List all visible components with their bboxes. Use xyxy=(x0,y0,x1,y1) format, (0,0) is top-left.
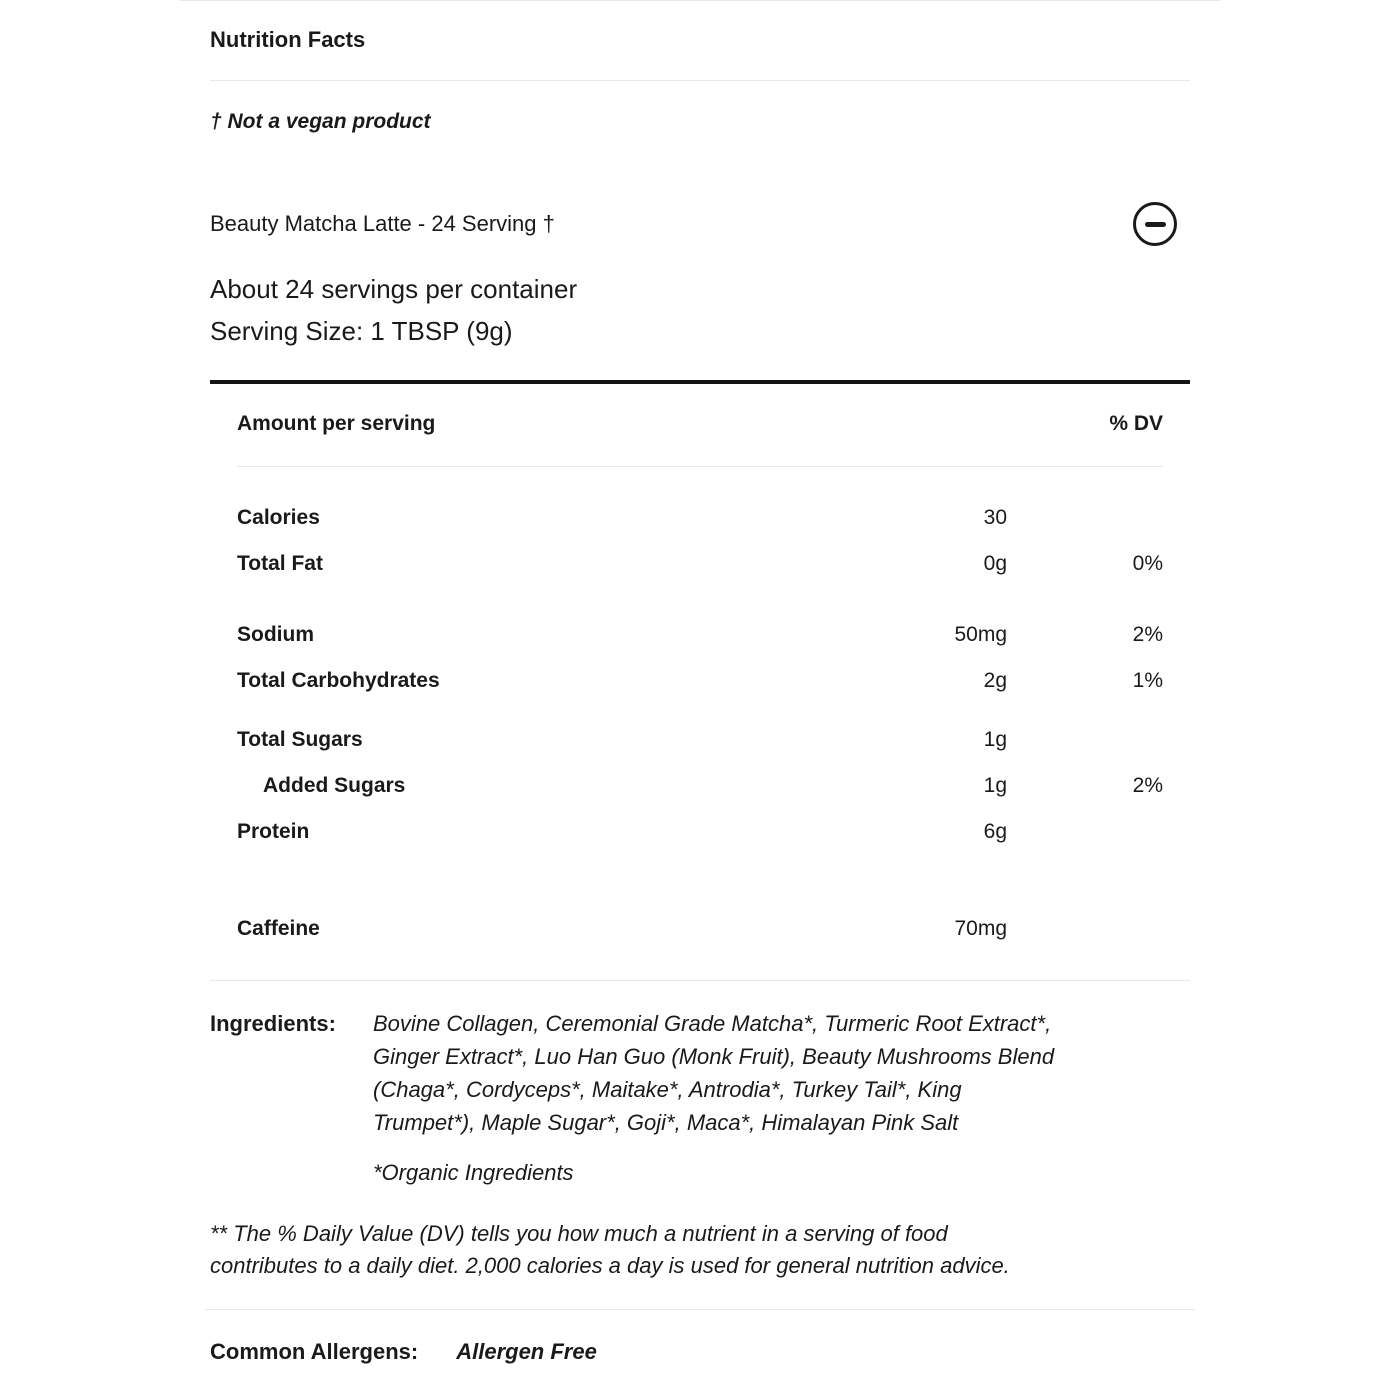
dv-column-label: % DV xyxy=(1109,412,1163,435)
allergens-section xyxy=(180,1336,1220,1368)
row-group-gap xyxy=(237,587,1163,612)
servings-per-container: About 24 servings per container xyxy=(210,274,578,304)
divider xyxy=(210,980,1190,981)
row-amount: 70mg xyxy=(954,917,1007,940)
table-row xyxy=(237,612,1163,658)
row-dv: 2% xyxy=(1132,774,1163,797)
divider xyxy=(210,80,1190,81)
row-label: Total Fat xyxy=(237,552,323,575)
nutrition-table xyxy=(180,409,1220,952)
row-label: Total Sugars xyxy=(237,728,363,751)
common-allergens-value: Allergen Free xyxy=(456,1339,597,1364)
row-dv: 0% xyxy=(1132,552,1163,575)
row-amount: 0g xyxy=(983,552,1007,575)
serving-size: Serving Size: 1 TBSP (9g) xyxy=(210,316,513,346)
table-row xyxy=(237,763,1163,809)
ingredients-text xyxy=(373,1007,1190,1139)
row-label: Total Carbohydrates xyxy=(237,669,440,692)
divider xyxy=(205,1309,1195,1310)
row-label: Calories xyxy=(237,506,320,529)
product-title: Beauty Matcha Latte - 24 Serving † xyxy=(210,211,555,236)
row-label: Caffeine xyxy=(237,917,320,940)
dv-footnote-line: ** The % Daily Value (DV) tells you how much a nutrient in a serving of food xyxy=(210,1221,948,1246)
divider xyxy=(237,466,1163,467)
amount-per-serving-label: Amount per serving xyxy=(237,412,436,435)
collapse-button[interactable] xyxy=(1133,202,1177,246)
ingredients-line: (Chaga*, Cordyceps*, Maitake*, Antrodia*, Turkey Tail*, King xyxy=(373,1077,962,1102)
common-allergens-label: Common Allergens: xyxy=(210,1339,419,1364)
row-dv: 1% xyxy=(1132,669,1163,692)
table-row xyxy=(237,809,1163,855)
row-label: Sodium xyxy=(237,623,314,646)
dv-footnote xyxy=(180,1218,1220,1282)
row-amount: 6g xyxy=(983,820,1007,843)
row-group-gap xyxy=(237,855,1163,906)
row-label: Protein xyxy=(237,820,310,843)
ingredients-label: Ingredients: xyxy=(210,1011,336,1036)
thick-rule xyxy=(210,380,1190,384)
row-amount: 1g xyxy=(983,774,1007,797)
row-amount: 1g xyxy=(983,728,1007,751)
minus-icon xyxy=(1145,222,1166,227)
organic-ingredients-note: *Organic Ingredients xyxy=(373,1160,574,1185)
table-row xyxy=(237,717,1163,763)
table-header xyxy=(237,409,1163,439)
vegan-note: † Not a vegan product xyxy=(210,110,431,133)
nutrition-facts-title: Nutrition Facts xyxy=(210,27,366,52)
row-amount: 50mg xyxy=(954,623,1007,646)
table-row xyxy=(237,495,1163,541)
product-accordion-header[interactable] xyxy=(180,201,1220,247)
table-row xyxy=(237,658,1163,704)
ingredients-section xyxy=(180,1007,1220,1139)
nutrition-facts-panel xyxy=(180,0,1220,1368)
table-row xyxy=(237,906,1163,952)
dv-footnote-line: contributes to a daily diet. 2,000 calories a day is used for general nutrition advice. xyxy=(210,1253,1010,1278)
row-amount: 2g xyxy=(983,669,1007,692)
row-amount: 30 xyxy=(983,506,1007,529)
table-row xyxy=(237,541,1163,587)
row-label: Added Sugars xyxy=(263,774,406,797)
row-dv: 2% xyxy=(1132,623,1163,646)
serving-info xyxy=(180,268,1220,352)
table-rows xyxy=(237,495,1163,952)
ingredients-line: Trumpet*), Maple Sugar*, Goji*, Maca*, Himalayan Pink Salt xyxy=(373,1110,959,1135)
ingredients-line: Ginger Extract*, Luo Han Guo (Monk Fruit), Beauty Mushrooms Blend xyxy=(373,1044,1055,1069)
ingredients-line: Bovine Collagen, Ceremonial Grade Matcha*, Turmeric Root Extract*, xyxy=(373,1011,1052,1036)
row-group-gap xyxy=(237,704,1163,717)
